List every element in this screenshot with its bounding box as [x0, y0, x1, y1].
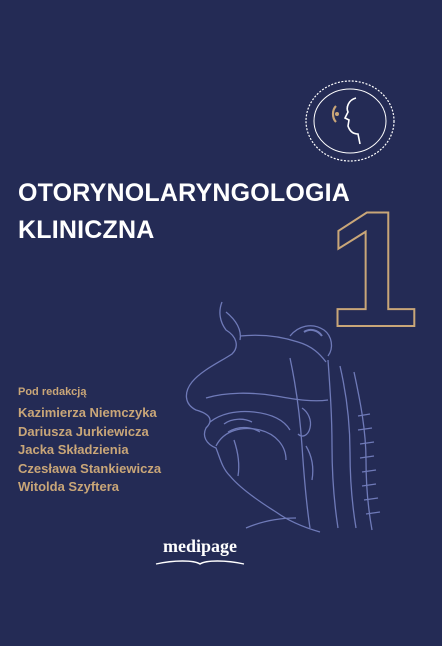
publisher-logo: [140, 536, 260, 570]
publisher-name: medipage: [163, 536, 237, 556]
underline-swash-icon: [154, 558, 246, 568]
society-seal-icon: [298, 78, 398, 168]
editor-name: Czesława Stankiewicza: [18, 460, 162, 476]
head-cross-section-icon: [180, 296, 392, 534]
editor-name: Jacka Składzienia: [18, 442, 129, 457]
editors-block: [18, 386, 161, 497]
editor-name: Witolda Szyftera: [18, 479, 120, 494]
editor-name: Kazimierza Niemczyka: [18, 405, 157, 420]
book-title: [18, 175, 350, 249]
editor-name: Dariusza Jurkiewicza: [18, 423, 149, 439]
title-line-2: KLINICZNA: [18, 216, 155, 244]
title-line-1: OTORYNOLARYNGOLOGIA: [18, 179, 351, 207]
volume-digit: 1: [327, 177, 419, 361]
editors-label: Pod redakcją: [18, 386, 87, 398]
